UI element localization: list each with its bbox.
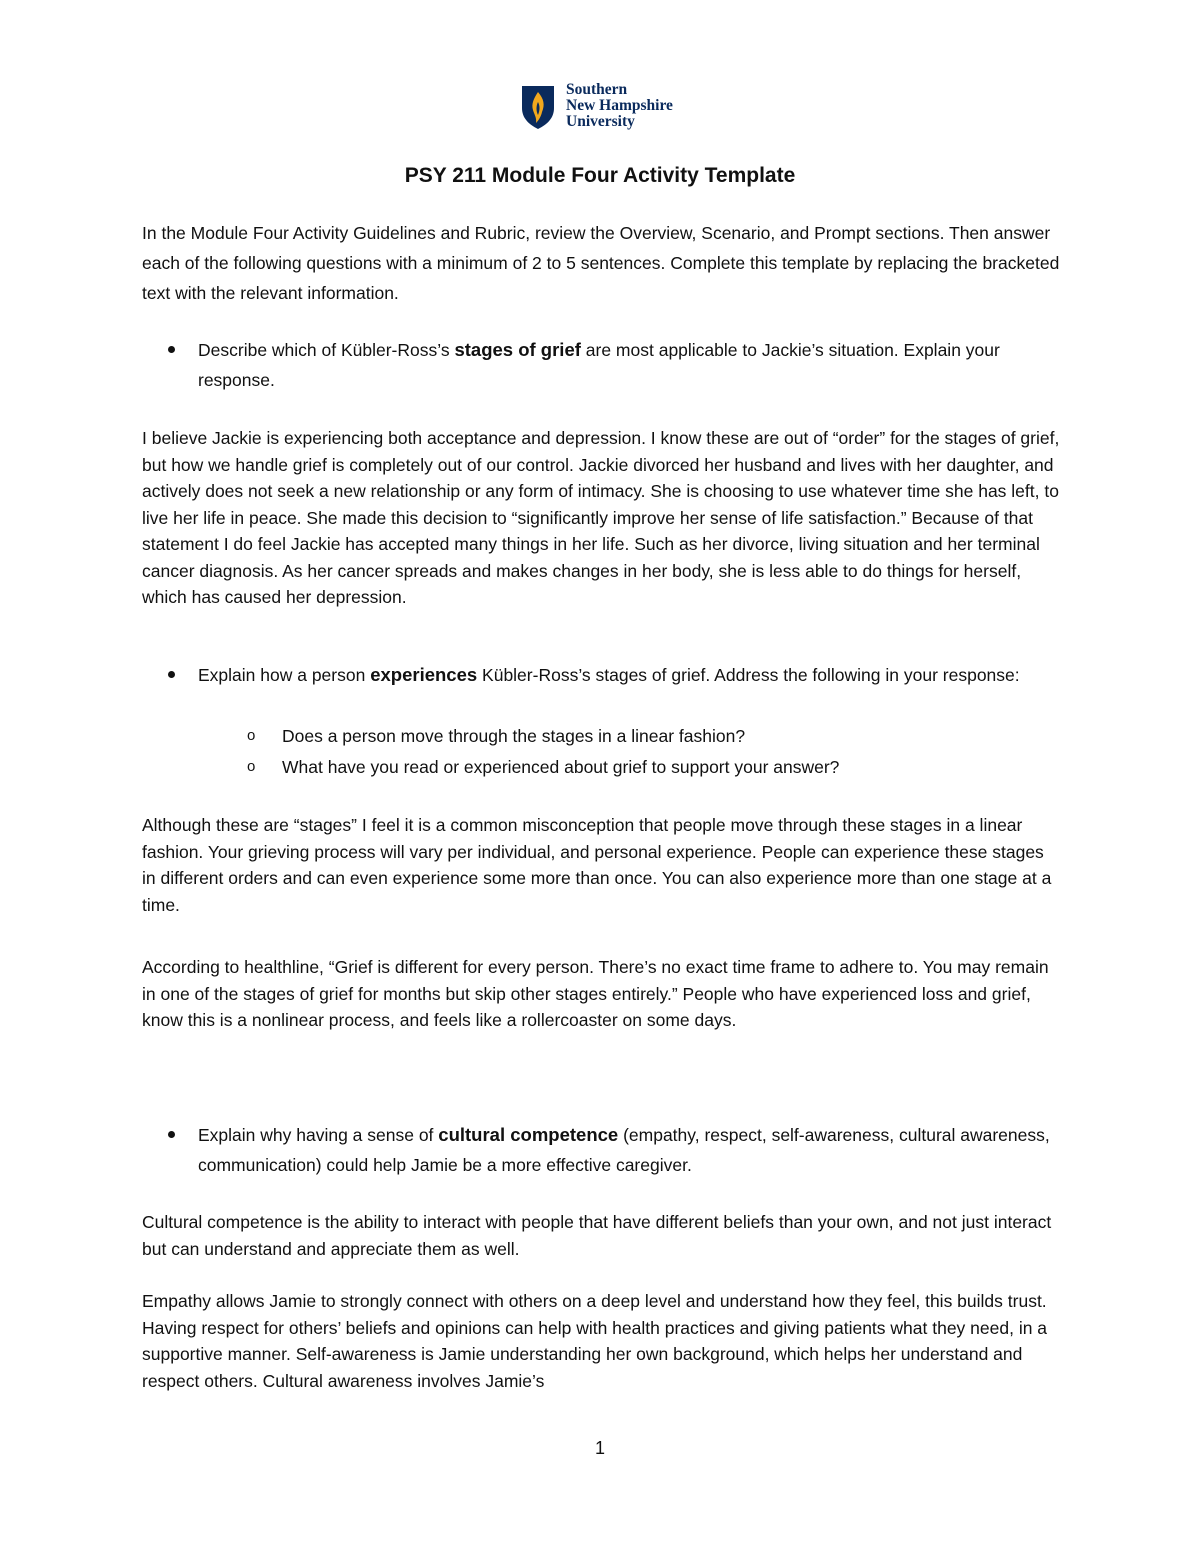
answer-2-paragraph-2: According to healthline, “Grief is different for every person. There’s no exact time frame to adhere to. You may remain in one of the stages of grief for months but skip other stages entirely.” People who have experienced loss and grief, know this is a nonlinear process, and feels like a rollercoaster on some days. [142, 957, 1049, 1030]
bullet-icon [168, 660, 178, 670]
question-3-text-end: (empathy, respect, self-awareness, cultural awareness, communication) could help Jamie be a more effective caregiver. [198, 1125, 1050, 1175]
question-1-text: Describe which of Kübler-Ross’s [198, 340, 455, 360]
document-title: PSY 211 Module Four Activity Template [404, 164, 796, 187]
instructions-paragraph: In the Module Four Activity Guidelines and Rubric, review the Overview, Scenario, and Prompt sections. Then answer each of the following questions with a minimum of 2 to 5 sentences. Complete this template by replacing the bracketed text with the relevant information. [142, 223, 1060, 303]
logo-wordmark [566, 82, 673, 130]
question-3 [198, 1120, 1058, 1180]
logo-line-1: Southern [566, 81, 628, 98]
question-1 [198, 335, 1058, 395]
bullet-icon [168, 1120, 178, 1130]
university-logo [520, 82, 720, 134]
answer-1-paragraph: I believe Jackie is experiencing both acceptance and depression. I know these are out of “order” for the stages of grief, but how we handle grief is completely out of our control. Jackie divorced her husband and lives with her daughter, and actively does not seek a new relationship or any form of intimacy. She is choosing to use whatever time she has left, to live her life in peace. She made this decision to “significantly improve her sense of life satisfaction.” Because of that statement I do feel Jackie has accepted many things in her life. Such as her divorce, living situation and her terminal cancer diagnosis. As her cancer spreads and makes changes in her body, she is less able to do things for herself, which has caused her depression. [142, 428, 1060, 607]
question-2-keyword: experiences [370, 664, 478, 685]
bullet-icon [168, 335, 178, 345]
question-2-sub-2: What have you read or experienced about grief to support your answer? [282, 757, 840, 777]
answer-3-paragraph-1: Cultural competence is the ability to interact with people that have different beliefs than your own, and not just interact but can understand and appreciate them as well. [142, 1212, 1052, 1259]
question-1-keyword: stages of grief [454, 339, 581, 360]
question-1-text-end: are most applicable to Jackie’s situation. Explain your response. [198, 340, 1000, 390]
logo-line-2: New Hampshire [566, 97, 673, 114]
question-2-text: Explain how a person [198, 665, 371, 685]
question-3-text: Explain why having a sense of [198, 1125, 439, 1145]
question-2-text-end: Kübler-Ross’s stages of grief. Address the following in your response: [477, 665, 1020, 685]
shield-flame-icon [520, 84, 556, 130]
sub-bullet-icon: o [247, 727, 256, 744]
logo-line-3: University [566, 113, 635, 130]
question-2-sub-1: Does a person move through the stages in a linear fashion? [282, 726, 746, 746]
answer-3-paragraph-2: Empathy allows Jamie to strongly connect with others on a deep level and understand how they feel, this builds trust. Having respect for others’ beliefs and opinions can help with health practices and giving patients what they need, in a supportive manner. Self-awareness is Jamie understanding her own background, which helps her understand and respect others. Cultural awareness involves Jamie’s [142, 1291, 1048, 1391]
question-3-keyword: cultural competence [438, 1124, 619, 1145]
sub-bullet-icon: o [247, 758, 256, 775]
answer-2-paragraph-1: Although these are “stages” I feel it is a common misconception that people move through these stages in a linear fashion. Your grieving process will vary per individual, and personal experience. People can experience these stages in different orders and can even experience some more than once. You can also experience more than one stage at a time. [142, 815, 1052, 915]
question-2 [198, 660, 1058, 690]
page-number: 1 [594, 1438, 605, 1458]
